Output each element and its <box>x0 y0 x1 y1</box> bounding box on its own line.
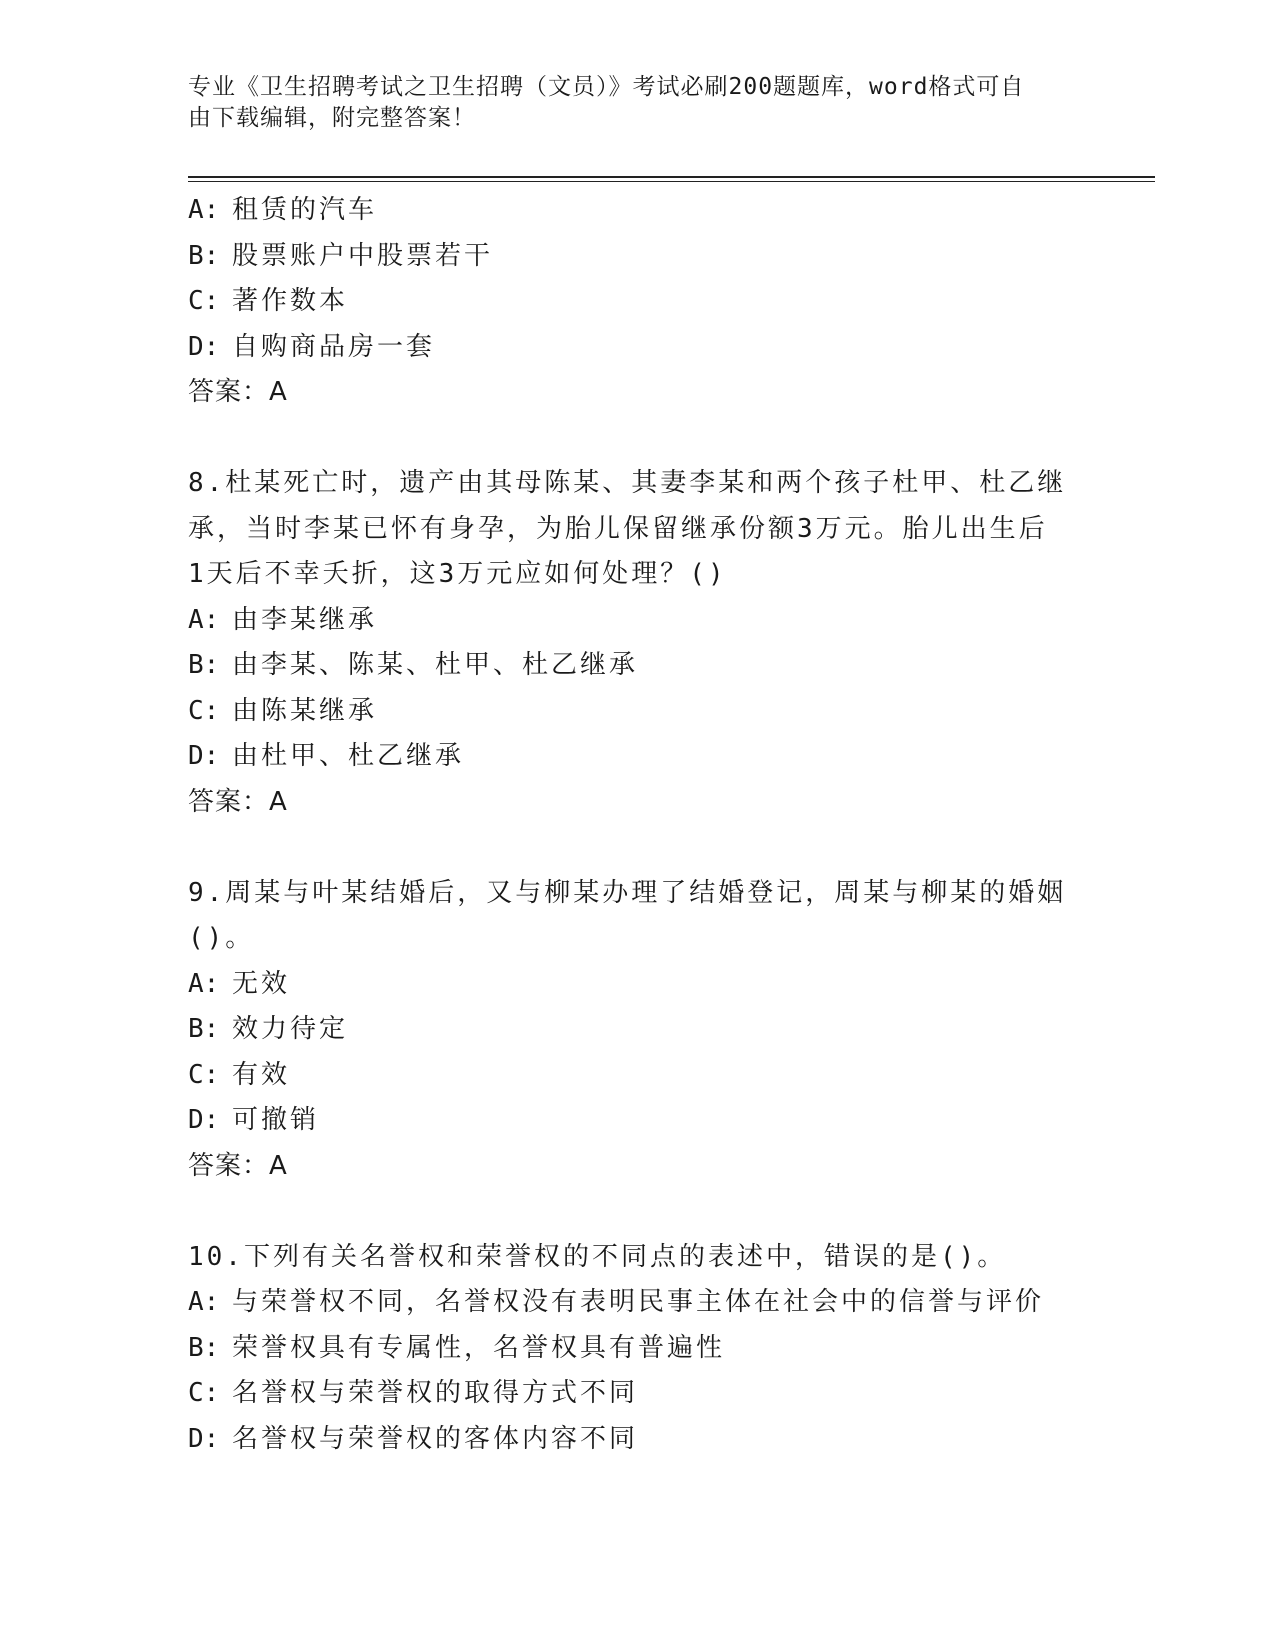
option-d <box>188 1417 1068 1463</box>
option-text: 自购商品房一套 <box>232 331 436 362</box>
option-letter: D: <box>188 331 220 362</box>
option-text: 著作数本 <box>232 286 349 316</box>
option-d <box>188 734 1068 780</box>
option-text: 由李某继承 <box>232 604 378 635</box>
question-8 <box>188 461 1068 825</box>
option-letter: A: <box>188 1287 220 1317</box>
option-letter: C: <box>188 1059 220 1090</box>
header-line-1: 专业《卫生招聘考试之卫生招聘（文员）》考试必刷200题题库，word格式可自 <box>188 74 1025 100</box>
option-d <box>188 1098 1068 1144</box>
question-7 <box>188 188 1068 416</box>
question-list <box>188 188 1068 1462</box>
document-header <box>188 72 1068 134</box>
option-b <box>188 1007 1068 1053</box>
option-text: 有效 <box>232 1059 291 1090</box>
option-letter: D: <box>188 741 220 771</box>
option-letter: B: <box>188 240 220 271</box>
option-text: 租赁的汽车 <box>232 195 378 225</box>
option-a <box>188 962 1068 1008</box>
spacer <box>188 416 1068 462</box>
option-b <box>188 234 1068 280</box>
question-stem-line: ()。 <box>188 923 255 953</box>
option-text: 可撤销 <box>232 1105 320 1135</box>
option-letter: A: <box>188 604 220 635</box>
option-letter: A: <box>188 968 220 999</box>
answer-line: 答案：A <box>188 1150 288 1181</box>
question-stem-line: 9.周某与叶某结婚后，又与柳某办理了结婚登记，周某与柳某的婚姻 <box>188 877 1067 908</box>
option-c <box>188 279 1068 325</box>
option-letter: C: <box>188 286 220 316</box>
header-line-2: 由下载编辑，附完整答案！ <box>188 105 476 131</box>
option-text: 效力待定 <box>232 1014 349 1044</box>
option-a <box>188 1280 1068 1326</box>
option-text: 由李某、陈某、杜甲、杜乙继承 <box>232 650 639 680</box>
option-a <box>188 598 1068 644</box>
question-10 <box>188 1235 1068 1463</box>
option-b <box>188 643 1068 689</box>
option-text: 无效 <box>232 968 291 999</box>
option-c <box>188 689 1068 735</box>
option-letter: B: <box>188 1014 220 1044</box>
answer-line: 答案：A <box>188 377 288 407</box>
option-letter: C: <box>188 1378 220 1408</box>
spacer <box>188 825 1068 871</box>
option-b <box>188 1326 1068 1372</box>
header-divider-thick <box>188 176 1155 178</box>
option-text: 荣誉权具有专属性，名誉权具有普遍性 <box>232 1332 726 1363</box>
option-letter: A: <box>188 195 220 225</box>
option-text: 由陈某继承 <box>232 695 378 726</box>
option-a <box>188 188 1068 234</box>
option-c <box>188 1371 1068 1417</box>
option-text: 与荣誉权不同，名誉权没有表明民事主体在社会中的信誉与评价 <box>232 1287 1045 1317</box>
option-text: 股票账户中股票若干 <box>232 240 494 271</box>
option-text: 名誉权与荣誉权的客体内容不同 <box>232 1423 639 1454</box>
question-stem-line: 10.下列有关名誉权和荣誉权的不同点的表述中，错误的是()。 <box>188 1241 1007 1272</box>
question-stem-line: 承，当时李某已怀有身孕，为胎儿保留继承份额3万元。胎儿出生后 <box>188 513 1048 544</box>
question-9 <box>188 871 1068 1190</box>
spacer <box>188 1189 1068 1235</box>
option-c <box>188 1053 1068 1099</box>
option-text: 名誉权与荣誉权的取得方式不同 <box>232 1378 639 1408</box>
option-d <box>188 325 1068 371</box>
option-letter: D: <box>188 1105 220 1135</box>
question-stem-line: 8.杜某死亡时，遗产由其母陈某、其妻李某和两个孩子杜甲、杜乙继 <box>188 468 1067 498</box>
option-text: 由杜甲、杜乙继承 <box>232 741 465 771</box>
question-stem-line: 1天后不幸夭折，这3万元应如何处理？() <box>188 559 727 589</box>
option-letter: D: <box>188 1423 220 1454</box>
answer-line: 答案：A <box>188 786 288 817</box>
option-letter: B: <box>188 1332 220 1363</box>
option-letter: C: <box>188 695 220 726</box>
header-divider-thin <box>188 181 1155 182</box>
option-letter: B: <box>188 650 220 680</box>
